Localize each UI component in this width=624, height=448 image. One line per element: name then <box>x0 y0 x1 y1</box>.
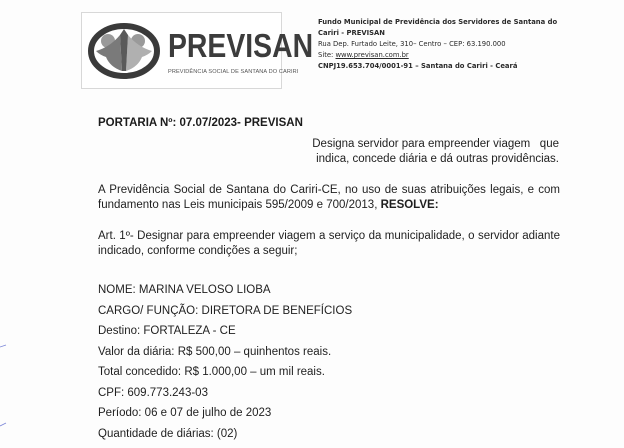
field-total-concedido <box>98 362 352 383</box>
field-value: FORTALEZA - CE <box>143 325 236 337</box>
field-quantidade-diarias <box>98 424 352 445</box>
field-label: CPF: <box>98 386 128 399</box>
ementa-line2: indica, concede diária e dá outras providências. <box>316 153 559 165</box>
title-prefix: PORTARIA Nº: <box>98 117 180 129</box>
field-label: CARGO/ FUNÇÃO: <box>98 304 202 317</box>
institution-cnpj: CNPJ19.653.704/0001-91 – Santana do Cariri - Ceará <box>318 62 518 70</box>
field-value: 609.773.243-03 <box>127 386 208 399</box>
field-label: NOME: <box>98 284 139 296</box>
site-link[interactable]: www.previsan.com.br <box>335 51 409 59</box>
preamble-text: A Previdência Social de Santana do Cariri-CE, no uso de suas atribuições legais, e com fundamento nas Leis municipais 595/2009 e 700/2013, <box>98 184 560 211</box>
field-value: DIRETORA DE BENEFÍCIOS <box>201 304 353 317</box>
logo-tagline: PREVIDÊNCIA SOCIAL DE SANTANA DO CARIRI <box>168 69 299 75</box>
previsan-emblem-icon <box>88 21 160 79</box>
ementa-line1: Designa servidor para empreender viagem que <box>312 138 559 150</box>
institution-address: Rua Dep. Furtado Leite, 310– Centro – CEP: 63.190.000 <box>318 40 506 48</box>
field-nome <box>98 280 352 301</box>
resolve-keyword: RESOLVE: <box>380 199 439 211</box>
site-label: Site: <box>318 51 336 59</box>
traveler-details <box>98 280 352 444</box>
ementa <box>279 137 559 167</box>
field-destino <box>98 321 352 342</box>
field-value: R$ 1.000,00 – um mil reais. <box>184 366 325 378</box>
field-cargo <box>98 301 352 322</box>
letterhead-logo <box>81 12 314 89</box>
field-label: Total concedido: <box>98 366 185 378</box>
field-periodo <box>98 403 352 424</box>
preamble-paragraph <box>98 183 560 213</box>
field-label: Quantidade de diárias: <box>98 427 217 440</box>
field-value: 06 e 07 de julho de 2023 <box>144 407 272 419</box>
institution-name-line2: Cariri - PREVISAN <box>318 29 385 37</box>
field-value: (02) <box>216 427 238 440</box>
field-label: Valor da diária: <box>98 345 178 358</box>
field-value: R$ 500,00 – quinhentos reais. <box>177 345 332 358</box>
field-value: MARINA VELOSO LIOBA <box>138 284 271 296</box>
title-number: 07.07/2023- PREVISAN <box>179 117 303 129</box>
field-valor-diaria <box>98 342 352 363</box>
field-label: Período: <box>98 407 145 419</box>
letterhead-info <box>318 17 568 72</box>
institution-name-line1: Fundo Municipal de Previdência dos Servidores de Santana do <box>318 18 558 26</box>
field-cpf <box>98 383 352 404</box>
pen-mark-icon <box>0 330 20 448</box>
article-1-paragraph: Art. 1º- Designar para empreender viagem a serviço da municipalidade, o servidor adiante indicado, conforme condições a seguir; <box>98 230 560 257</box>
field-label: Destino: <box>98 325 144 337</box>
document-title <box>98 117 303 129</box>
institution-site <box>318 50 568 61</box>
logo-wordmark: PREVISAN <box>168 27 314 64</box>
